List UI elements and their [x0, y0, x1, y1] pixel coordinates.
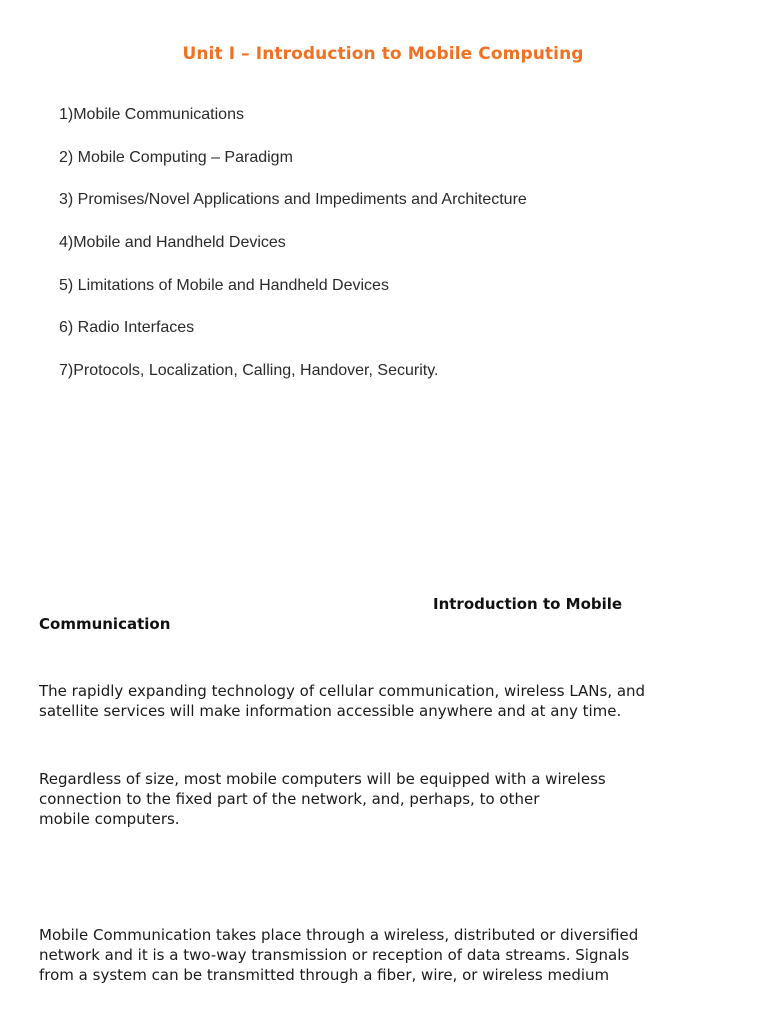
- section-heading-line: Introduction to Mobile: [433, 595, 623, 613]
- body-paragraph: [39, 681, 729, 721]
- paragraph-line: mobile computers.: [39, 810, 180, 828]
- paragraph-line: satellite services will make information accessible anywhere and at any time.: [39, 702, 622, 720]
- topic-list: [59, 104, 527, 403]
- document-title: Unit I – Introduction to Mobile Computing: [182, 44, 584, 64]
- topic-item: 2) Mobile Computing – Paradigm: [59, 148, 293, 166]
- paragraph-line: The rapidly expanding technology of cellular communication, wireless LANs, and: [39, 682, 646, 700]
- body-paragraph: [39, 925, 729, 985]
- section-heading: [39, 594, 679, 634]
- topic-item: 5) Limitations of Mobile and Handheld Devices: [59, 276, 389, 294]
- topic-item: 7)Protocols, Localization, Calling, Handover, Security.: [59, 362, 439, 380]
- paragraph-line: network and it is a two-way transmission or reception of data streams. Signals: [39, 946, 630, 964]
- section-heading-line: Communication: [39, 615, 171, 633]
- paragraph-line: Mobile Communication takes place through a wireless, distributed or diversified: [39, 926, 639, 944]
- paragraph-line: Regardless of size, most mobile computers will be equipped with a wireless: [39, 770, 606, 788]
- body-paragraph: [39, 769, 729, 829]
- topic-item: 3) Promises/Novel Applications and Impediments and Architecture: [59, 191, 527, 209]
- paragraph-line: connection to the fixed part of the network, and, perhaps, to other: [39, 790, 540, 808]
- topic-item: 4)Mobile and Handheld Devices: [59, 234, 286, 252]
- topic-item: 6) Radio Interfaces: [59, 319, 195, 337]
- paragraph-line: from a system can be transmitted through a fiber, wire, or wireless medium: [39, 966, 610, 984]
- topic-item: 1)Mobile Communications: [59, 106, 244, 123]
